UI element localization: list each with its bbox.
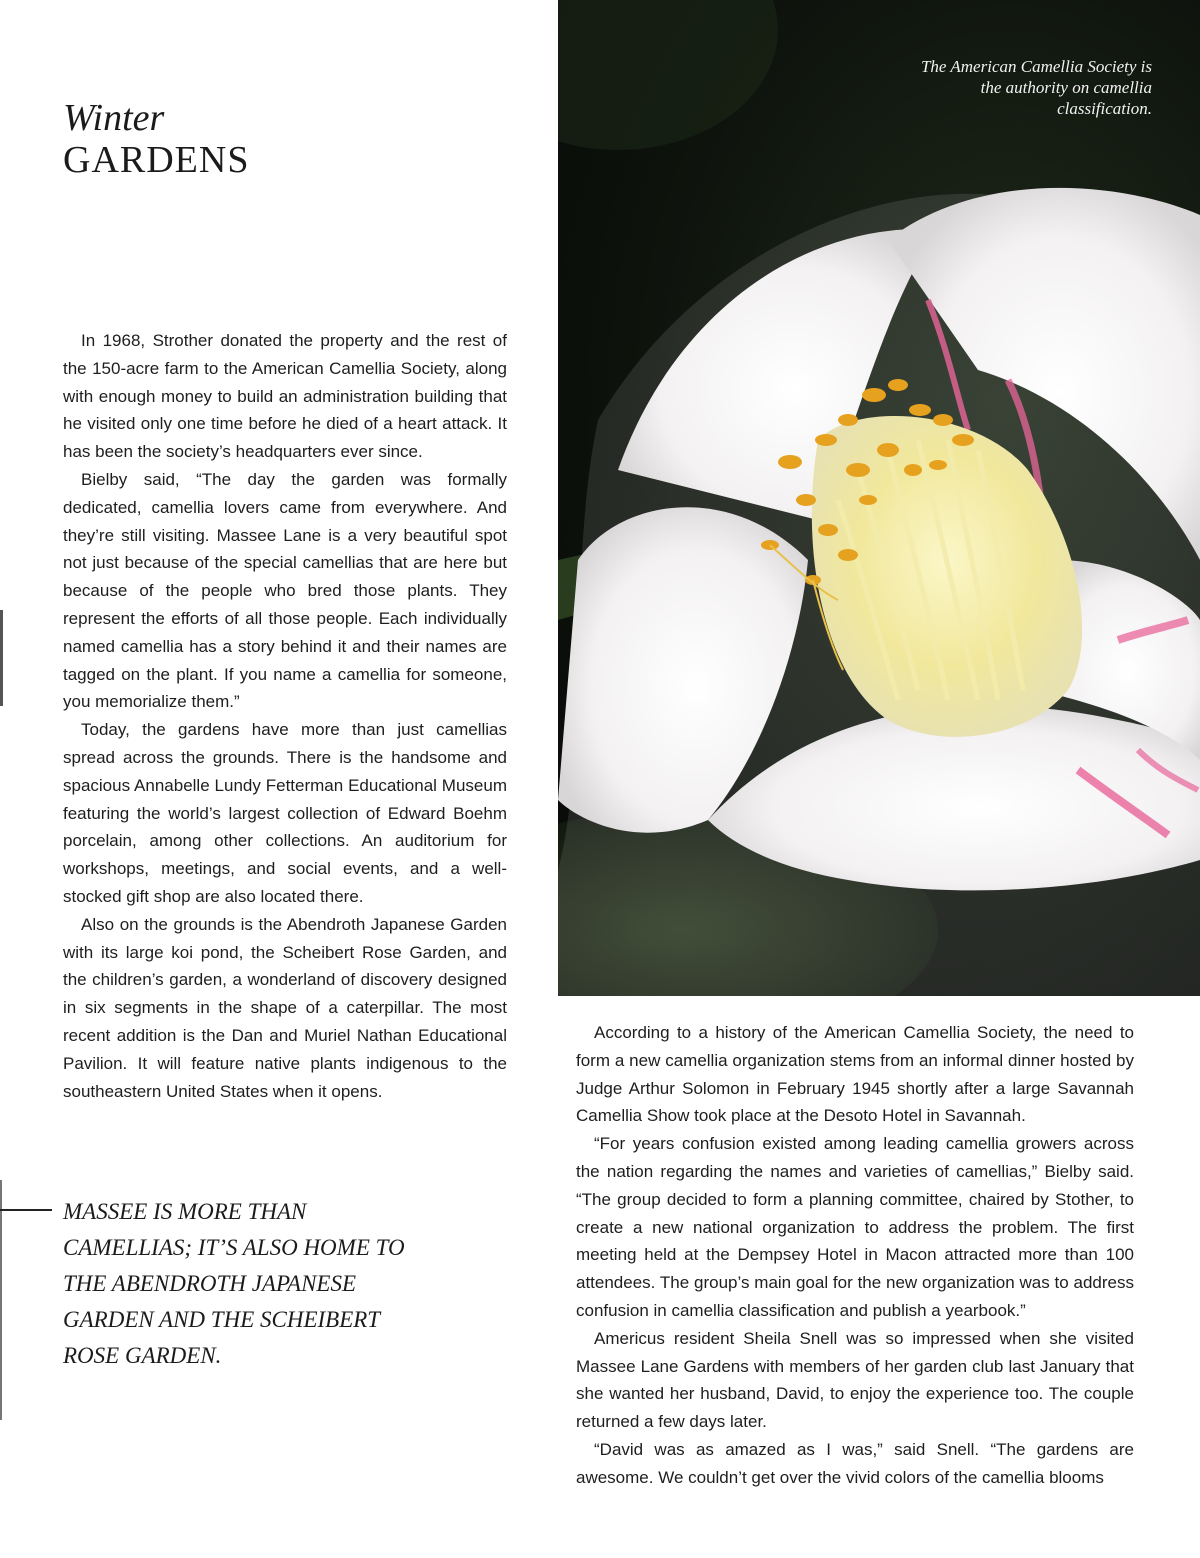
title-caps: GARDENS [63,139,250,181]
paragraph: Americus resident Sheila Snell was so impressed when she visited Massee Lane Gardens with members of her garden club last January that she wanted her husband, David, to enjoy the experience too. The couple returned a few days later. [576,1328,1134,1432]
photo-caption: The American Camellia Society is the authority on camellia classification. [920,57,1152,118]
left-article-column [63,327,507,1105]
pull-quote-rule [0,1209,52,1211]
paragraph: Bielby said, “The day the garden was formally dedicated, camellia lovers came from everywhere. And they’re still visiting. Massee Lane is a very beautiful spot not just because of the special camellias that are here but because of the people who bred those plants. They represent the efforts of all those people. Each individually named camellia has a story behind it and their names are tagged on the plant. If you name a camellia for someone, you memorialize them.” [63,469,507,712]
pull-quote: MASSEE IS MORE THAN CAMELLIAS; IT’S ALSO HOME TO THE ABENDROTH JAPANESE GARDEN AND THE SCHEIBERT ROSE GARDEN. [63,1199,405,1368]
paragraph: According to a history of the American Camellia Society, the need to form a new camellia organization stems from an informal dinner hosted by Judge Arthur Solomon in February 1945 shortly after a large Savannah Camellia Show took place at the Desoto Hotel in Savannah. [576,1023,1134,1126]
page-title [63,98,249,182]
paragraph: In 1968, Strother donated the property and the rest of the 150-acre farm to the American Camellia Society, along with enough money to build an administration building that he visited only one time before he died of a heart attack. It has been the society’s headquarters ever since. [63,331,507,462]
paragraph: Today, the gardens have more than just camellias spread across the grounds. There is the handsome and spacious Annabelle Lundy Fetterman Educational Museum featuring the world’s largest collection of Edward Boehm porcelain, among other collections. An auditorium for workshops, meetings, and social events, and a well-stocked gift shop are also located there. [63,720,507,906]
paragraph: “For years confusion existed among leading camellia growers across the nation regarding the names and varieties of camellias,” Bielby said. “The group decided to form a planning committee, chaired by Stother, to create a new national organization to address the problem. The first meeting held at the Dempsey Hotel in Macon attracted more than 100 attendees. The group’s main goal for the new organization was to address confusion in camellia classification and publish a yearbook.” [576,1134,1134,1320]
page-edge-mark [0,1180,2,1420]
camellia-photo [558,0,1200,996]
camellia-flower-illustration [558,0,1200,996]
page-edge-mark [0,610,3,706]
title-italic: Winter [63,97,165,139]
paragraph: “David was as amazed as I was,” said Snell. “The gardens are awesome. We couldn’t get over the vivid colors of the camellia blooms [576,1439,1134,1487]
paragraph: Also on the grounds is the Abendroth Japanese Garden with its large koi pond, the Scheibert Rose Garden, and the children’s garden, a wonderland of discovery designed in six segments in the shape of a caterpillar. The most recent addition is the Dan and Muriel Nathan Educational Pavilion. It will feature native plants indigenous to the southeastern United States when it opens. [63,914,507,1101]
right-article-column [576,1019,1134,1492]
